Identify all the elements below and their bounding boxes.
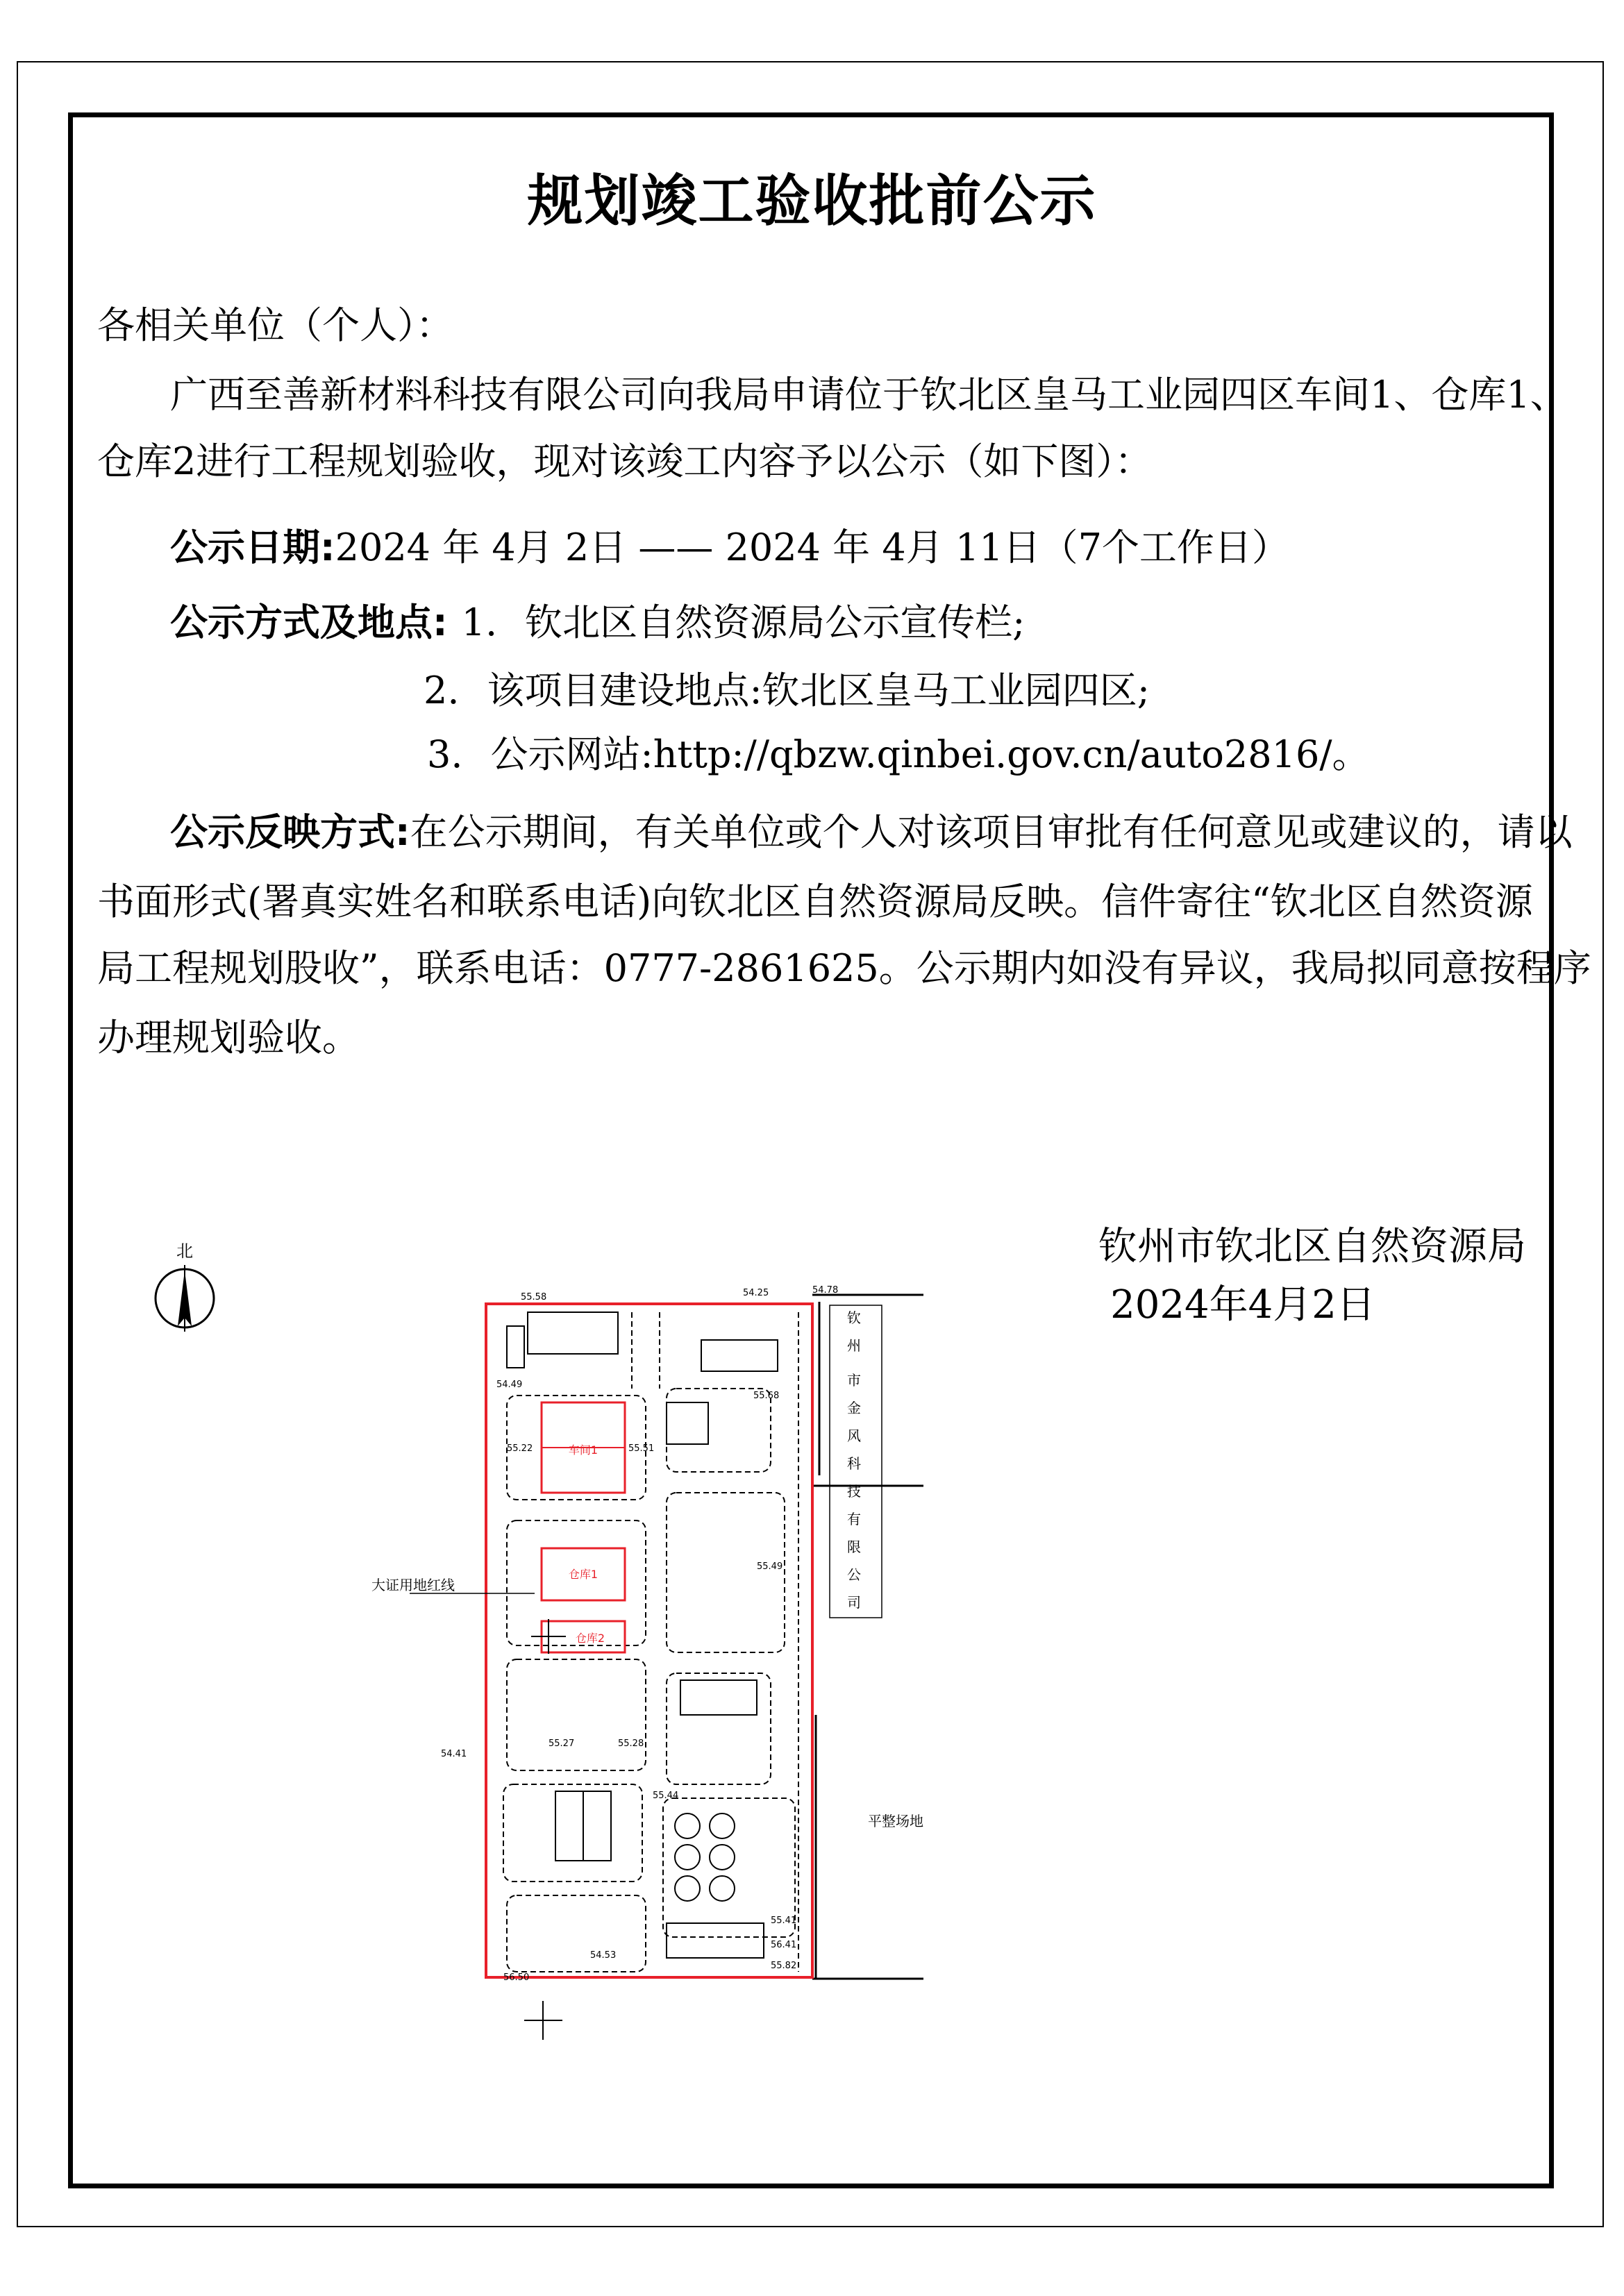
svg-text:56.41: 56.41 [771,1940,797,1950]
warehouse-2-label: 仓库2 [575,1632,605,1645]
date-row [170,526,1289,569]
svg-text:55.51: 55.51 [628,1443,655,1454]
svg-text:54.78: 54.78 [812,1285,839,1296]
svg-text:钦: 钦 [847,1309,861,1326]
signature-org: 钦州市钦北区自然资源局 [1098,1224,1526,1269]
svg-text:54.49: 54.49 [496,1380,523,1390]
feedback-line-1: 在公示期间，有关单位或个人对该项目审批有任何意见或建议的，请以 [410,810,1573,854]
feedback-label: 公示反映方式: [170,810,410,854]
svg-text:55.41: 55.41 [771,1916,797,1926]
north-label: 北 [176,1241,193,1261]
flat-site-label: 平整场地 [868,1813,923,1829]
site-plan-drawing [132,1229,944,2048]
north-arrow [156,1241,214,1332]
method-text-2: 该项目建设地点:钦北区皇马工业园四区; [487,669,1150,712]
method-num-2: 2. [424,669,460,712]
intro-line-2: 仓库2进行工程规划验收，现对该竣工内容予以公示（如下图）： [97,439,1153,483]
svg-text:有: 有 [847,1511,861,1527]
feedback-line-4: 办理规划验收。 [97,1016,360,1059]
svg-text:公: 公 [847,1566,861,1583]
svg-text:科: 科 [847,1455,861,1472]
feedback-line-3: 局工程规划股收”，联系电话：0777-2861625。公示期内如没有异议，我局拟同意按程序 [97,946,1591,990]
neighbor-company-label [847,1309,861,1611]
svg-text:55.49: 55.49 [757,1561,783,1572]
svg-text:司: 司 [847,1594,861,1611]
svg-text:金: 金 [847,1400,861,1416]
svg-text:54.41: 54.41 [441,1749,467,1759]
workshop-1-label: 车间1 [568,1443,598,1457]
svg-text:55.68: 55.68 [753,1391,780,1401]
redline-label: 大证用地红线 [371,1577,455,1593]
svg-text:市: 市 [847,1372,861,1389]
method-text-3: 公示网站:http://qbzw.qinbei.gov.cn/auto2816/。 [490,732,1370,776]
method-num-3: 3. [427,732,463,776]
svg-text:56.50: 56.50 [503,1972,530,1983]
tank-farm [675,1813,735,1901]
svg-text:55.22: 55.22 [507,1443,533,1454]
svg-text:55.44: 55.44 [653,1791,679,1801]
svg-text:风: 风 [847,1427,861,1444]
land-redline [486,1304,812,1977]
svg-text:55.58: 55.58 [521,1292,547,1302]
greeting: 各相关单位（个人）： [97,303,453,347]
neighbor-boundary [812,1295,923,1979]
svg-text:55.27: 55.27 [549,1738,575,1749]
accepted-buildings [542,1402,625,1652]
method-num-1: 1. [461,601,498,644]
signature-date: 2024年4月2日 [1110,1282,1375,1327]
svg-text:54.25: 54.25 [743,1288,769,1298]
site-plan [132,1229,944,2048]
method-row-2 [424,669,1150,712]
date-value: 2024 年 4月 2日 —— 2024 年 4月 11日（7个工作日） [335,526,1289,569]
svg-text:54.53: 54.53 [590,1950,617,1961]
svg-text:限: 限 [847,1539,861,1555]
feedback-line-2: 书面形式(署真实姓名和联系电话)向钦北区自然资源局反映。信件寄往“钦北区自然资源 [97,880,1533,923]
feedback-row-1 [170,810,1573,854]
method-row-1 [170,601,1026,644]
svg-text:州: 州 [847,1337,861,1354]
method-label: 公示方式及地点: [170,601,448,644]
method-row-3 [427,732,1370,776]
svg-text:技: 技 [847,1483,861,1500]
intro-line-1: 广西至善新材料科技有限公司向我局申请位于钦北区皇马工业园四区车间1、仓库1、 [170,373,1568,417]
warehouse-1-label: 仓库1 [568,1568,598,1581]
date-label: 公示日期: [170,526,335,569]
internal-roads [503,1312,798,1972]
svg-text:55.28: 55.28 [618,1738,644,1749]
notice-title: 规划竣工验收批前公示 [527,169,1097,233]
svg-text:55.82: 55.82 [771,1961,797,1971]
method-text-1: 钦北区自然资源局公示宣传栏; [525,601,1026,644]
